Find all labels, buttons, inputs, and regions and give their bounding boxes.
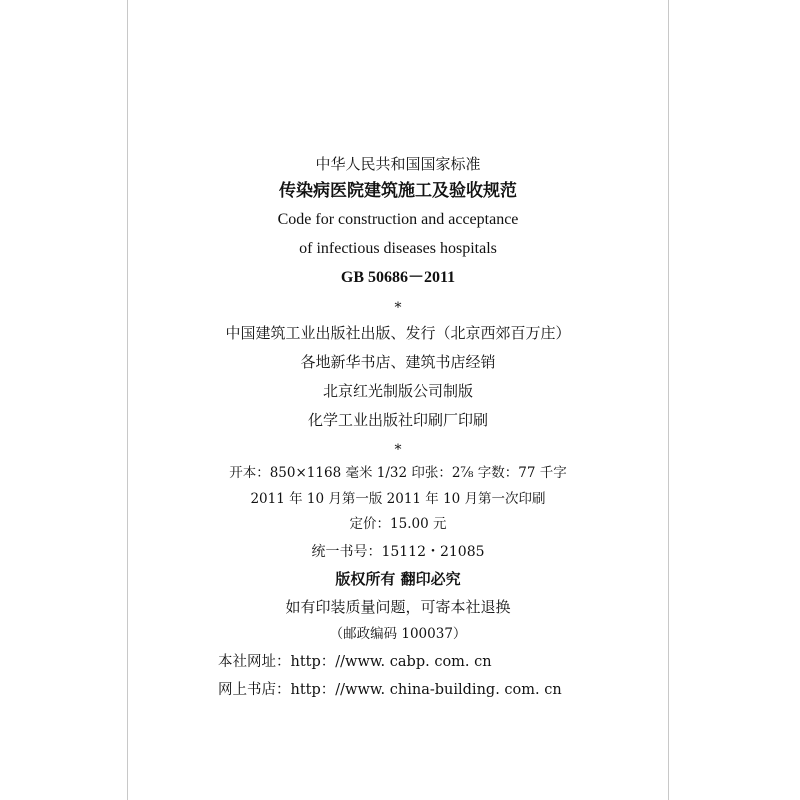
printer-line: 化学工业出版社印刷厂印刷	[307, 411, 488, 429]
return-notice: 如有印装质量问题，可寄本社退换	[285, 598, 511, 616]
distributor-line: 各地新华书店、建筑书店经销	[300, 353, 496, 371]
standard-code: GB 50686－2011	[340, 269, 456, 286]
edition-info: 2011 年 10 月第一版 2011 年 10 月第一次印刷	[250, 491, 546, 507]
rights-notice: 版权所有 翻印必究	[335, 570, 461, 588]
title-english-line-1: Code for construction and acceptance	[277, 211, 519, 228]
title-chinese: 传染病医院建筑施工及验收规范	[279, 181, 517, 201]
page-edge-left	[127, 0, 128, 800]
postal-code-line: （邮政编码 100037）	[329, 626, 467, 642]
book-number-line: 统一书号：15112・21085	[311, 544, 485, 560]
publisher-line: 中国建筑工业出版社出版、发行（北京西郊百万庄）	[225, 324, 571, 342]
page-edge-right	[668, 0, 669, 800]
standard-category: 中华人民共和国国家标准	[315, 155, 481, 173]
title-english-line-2: of infectious diseases hospitals	[299, 240, 497, 257]
price-line: 定价：15.00 元	[349, 516, 447, 532]
publisher-website: 本社网址：http：//www. cabp. com. cn	[218, 654, 492, 670]
separator-star: *	[394, 442, 402, 458]
online-store-website: 网上书店：http：//www. china-building. com. cn	[218, 682, 562, 698]
format-info: 开本：850×1168 毫米 1/32 印张：2⅞ 字数：77 千字	[229, 465, 567, 481]
separator-star: *	[394, 300, 402, 316]
plate-maker-line: 北京红光制版公司制版	[322, 382, 473, 400]
